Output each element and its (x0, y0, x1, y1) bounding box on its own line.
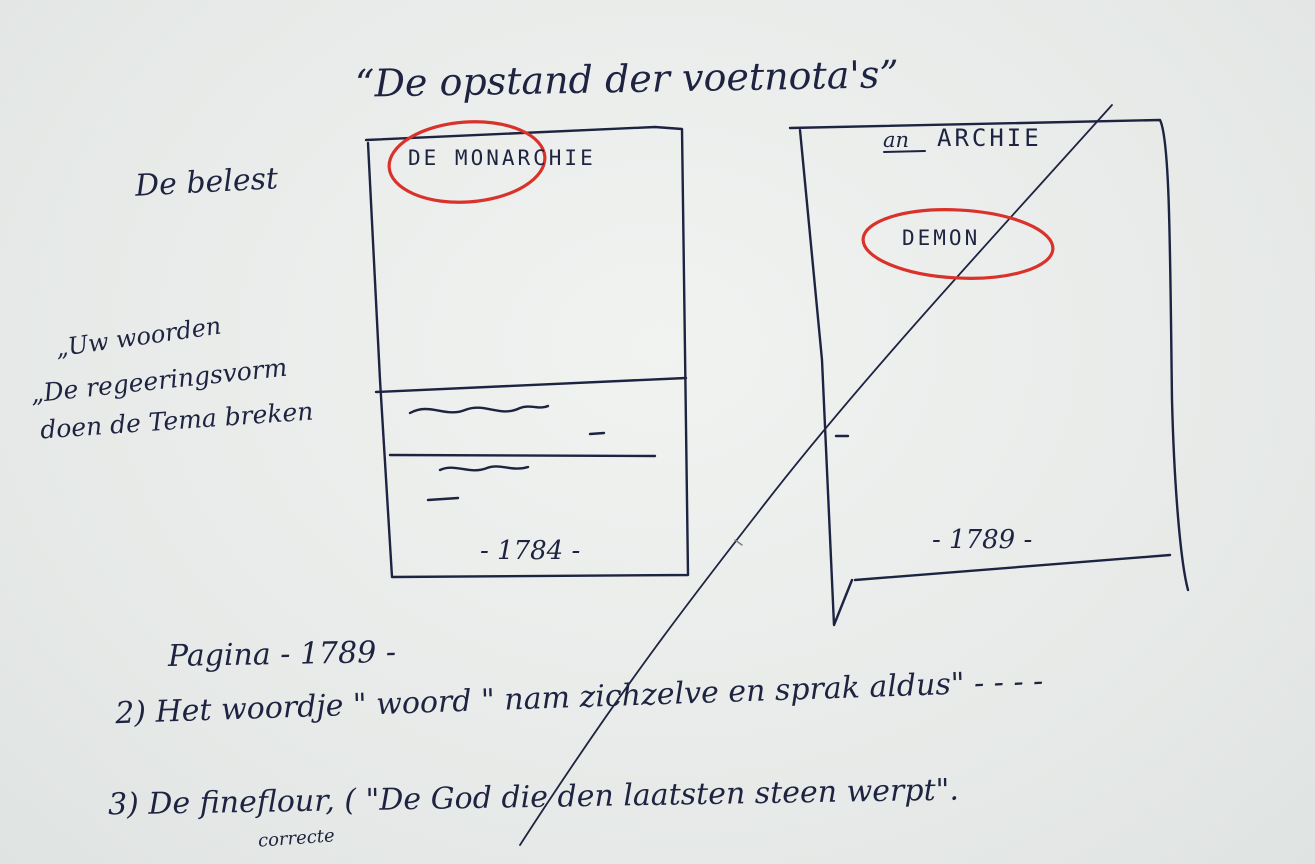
left-frame-year: - 1784 - (480, 536, 581, 566)
left-frame-scribble-3 (440, 466, 528, 470)
left-frame-scribble-4 (428, 498, 458, 500)
left-frame-scribble-1 (410, 406, 548, 413)
right-frame-prefix: an (883, 128, 910, 152)
stray-mark (735, 540, 742, 545)
list-item-correction: correcte (257, 825, 336, 852)
left-frame-heading: DE MONARCHIE (408, 146, 596, 170)
manuscript-title: “De opstand der voetnota's” (354, 52, 900, 106)
right-frame-year: - 1789 - (932, 525, 1033, 555)
list-item: 3) De fineflour, ( "De God die den laatsten steen werpt". (107, 772, 960, 823)
list-item: 2) Het woordje " woord " nam zichzelve en sprak aldus" - - - - (114, 663, 1044, 732)
margin-quote-line: „Uw woorden (53, 311, 223, 363)
left-frame-scribble-2 (590, 433, 604, 434)
list-item: Pagina - 1789 - (167, 635, 397, 674)
right-frame-heading: ARCHIE (937, 124, 1042, 152)
diagonal-stroke (520, 105, 1112, 845)
margin-quote-line: doen de Tema breken (39, 396, 315, 445)
left-frame-divider (376, 378, 686, 392)
right-frame-word: DEMON (902, 226, 981, 250)
left-frame-divider-2 (390, 455, 655, 456)
margin-note: De belest (134, 161, 279, 204)
margin-quote-line: „De regeeringsvorm (29, 352, 289, 409)
